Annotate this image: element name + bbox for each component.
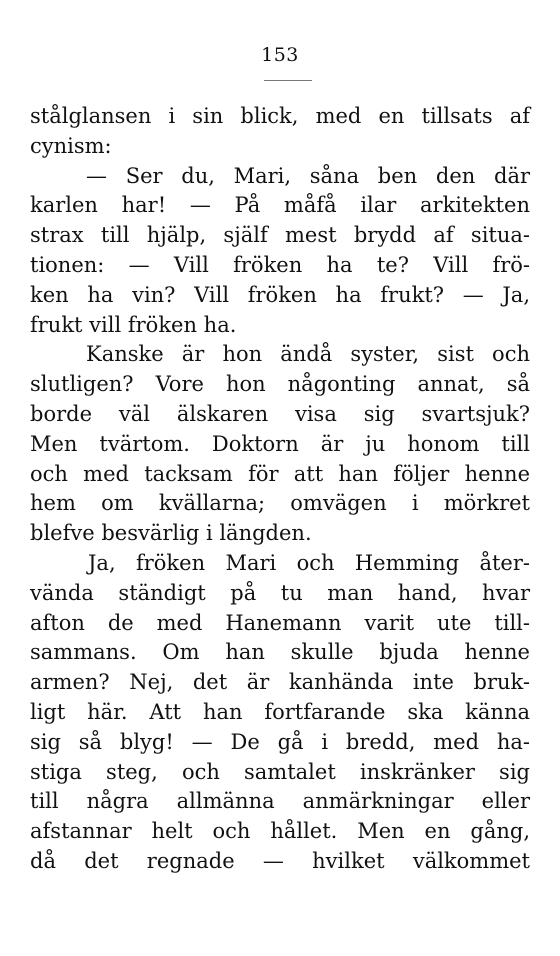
text-line: blefve besvärlig i längden. bbox=[30, 521, 312, 546]
text-line: cynism: bbox=[30, 133, 112, 158]
text-line: sammans. Om han skulle bjuda henne bbox=[30, 640, 530, 665]
text-line: karlen har! — På måfå ilar arkitekten bbox=[30, 193, 530, 218]
text-line: tionen: — Vill fröken ha te? Vill frö- bbox=[30, 252, 530, 277]
page-number: 153 bbox=[261, 44, 299, 66]
text-line: — Ser du, Mari, såna ben den där bbox=[86, 163, 530, 188]
text-line: slutligen? Vore hon någonting annat, så bbox=[30, 372, 530, 397]
text-line: frukt vill fröken ha. bbox=[30, 312, 237, 337]
body-text bbox=[30, 102, 530, 877]
text-line: ken ha vin? Vill fröken ha frukt? — Ja, bbox=[30, 282, 530, 307]
page-number-rule bbox=[264, 80, 312, 81]
text-line: strax till hjälp, själf mest brydd af situa- bbox=[30, 223, 530, 248]
text-line: då det regnade — hvilket välkommet bbox=[30, 848, 530, 873]
text-line: Kanske är hon ändå syster, sist och bbox=[86, 342, 530, 367]
text-line: afstannar helt och hållet. Men en gång, bbox=[30, 819, 530, 844]
text-line: till några allmänna anmärkningar eller bbox=[30, 789, 530, 814]
text-line: sig så blyg! — De gå i bredd, med ha- bbox=[30, 729, 530, 754]
text-line: borde väl älskaren visa sig svartsjuk? bbox=[30, 401, 530, 426]
text-line: ligt här. Att han fortfarande ska känna bbox=[30, 699, 530, 724]
text-line: hem om kvällarna; omvägen i mörkret bbox=[30, 491, 530, 516]
text-line: stålglansen i sin blick, med en tillsats af bbox=[30, 104, 530, 128]
text-line: vända ständigt på tu man hand, hvar bbox=[30, 580, 530, 605]
text-line: stiga steg, och samtalet inskränker sig bbox=[30, 759, 530, 784]
text-line: Ja, fröken Mari och Hemming åter- bbox=[88, 550, 530, 575]
text-line: och med tacksam för att han följer henne bbox=[30, 461, 530, 486]
text-line: afton de med Hanemann varit ute till- bbox=[30, 610, 530, 635]
text-line: Men tvärtom. Doktorn är ju honom till bbox=[30, 431, 530, 456]
text-line: armen? Nej, det är kanhända inte bruk- bbox=[30, 670, 530, 695]
